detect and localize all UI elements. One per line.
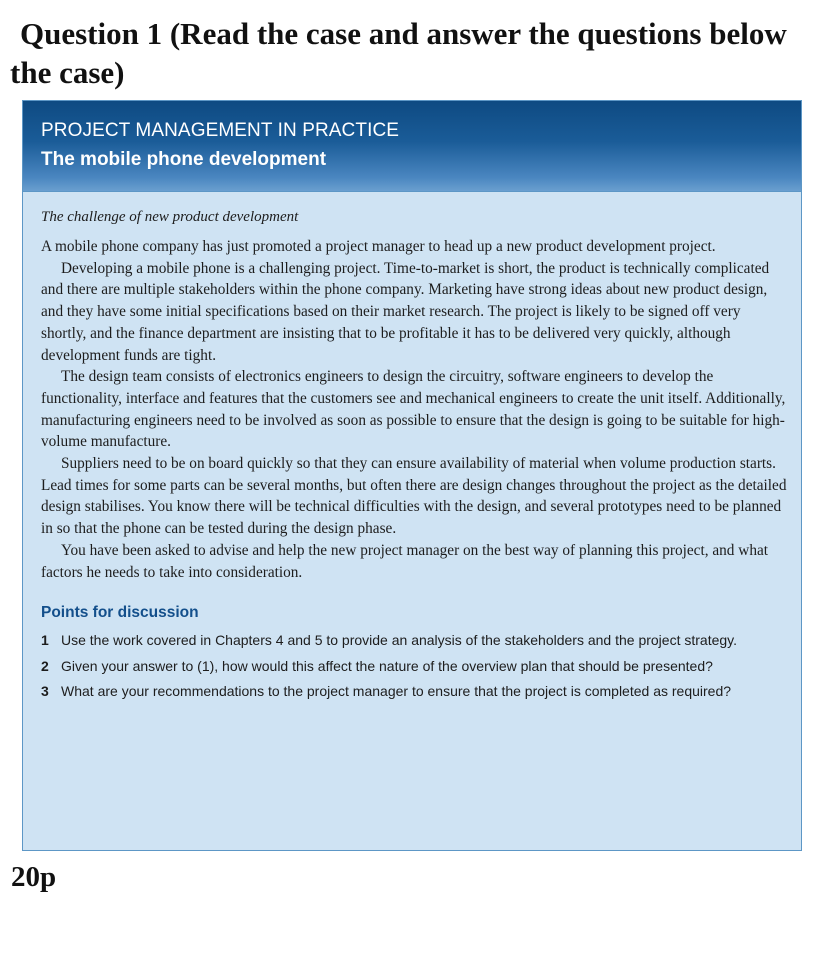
discussion-item-number: 2 bbox=[41, 657, 49, 674]
discussion-item bbox=[41, 656, 789, 678]
question-heading: Question 1 (Read the case and answer the questions below the case) bbox=[10, 16, 787, 90]
case-title: The mobile phone development bbox=[41, 149, 327, 170]
case-study-box bbox=[22, 100, 802, 851]
discussion-item-text: Given your answer to (1), how would this affect the nature of the overview plan that should be presented? bbox=[61, 657, 713, 674]
case-paragraph: A mobile phone company has just promoted a project manager to head up a new product development project. bbox=[41, 238, 716, 255]
case-subtitle: The challenge of new product development bbox=[41, 209, 299, 225]
discussion-item-text: Use the work covered in Chapters 4 and 5 to provide an analysis of the stakeholders and the project strategy. bbox=[61, 632, 738, 649]
points-value: 20p bbox=[11, 861, 57, 893]
discussion-item-number: 1 bbox=[41, 632, 49, 649]
case-paragraph: Suppliers need to be on board quickly so that they can ensure availability of material when volume production starts. Lead times for some parts can be several months, but often there are design changes throughout the project as the detailed design stabilises. You know there will be technical difficulties with the design, and several prototypes need to be planned in so that the phone can be tested during the design phase. bbox=[41, 455, 787, 538]
case-body bbox=[41, 207, 789, 707]
discussion-heading: Points for discussion bbox=[41, 604, 199, 622]
discussion-item bbox=[41, 630, 789, 652]
discussion-item-text: What are your recommendations to the project manager to ensure that the project is completed as required? bbox=[61, 683, 732, 700]
case-paragraph: Developing a mobile phone is a challenging project. Time-to-market is short, the product is technically complicated and there are multiple stakeholders within the phone company. Marketing have strong ideas about new product design, and they have some initial specifications based on their market research. The project is likely to be signed off very shortly, and the finance department are insisting that to be profitable it has to be delivered very quickly, although development funds are tight. bbox=[41, 259, 770, 364]
case-kicker: PROJECT MANAGEMENT IN PRACTICE bbox=[41, 120, 400, 141]
discussion-item bbox=[41, 681, 789, 703]
case-paragraph: The design team consists of electronics engineers to design the circuitry, software engineers to develop the functionality, interface and features that the customers see and mechanical engineers to create the unit itself. Additionally, manufacturing engineers need to be involved as soon as possible to ensure that the design is going to be suitable for high-volume manufacture. bbox=[41, 368, 786, 451]
case-header bbox=[23, 101, 801, 192]
discussion-list bbox=[41, 630, 789, 703]
discussion-item-number: 3 bbox=[41, 683, 49, 700]
case-paragraph: You have been asked to advise and help the new project manager on the best way of planning this project, and what factors he needs to take into consideration. bbox=[41, 541, 769, 581]
